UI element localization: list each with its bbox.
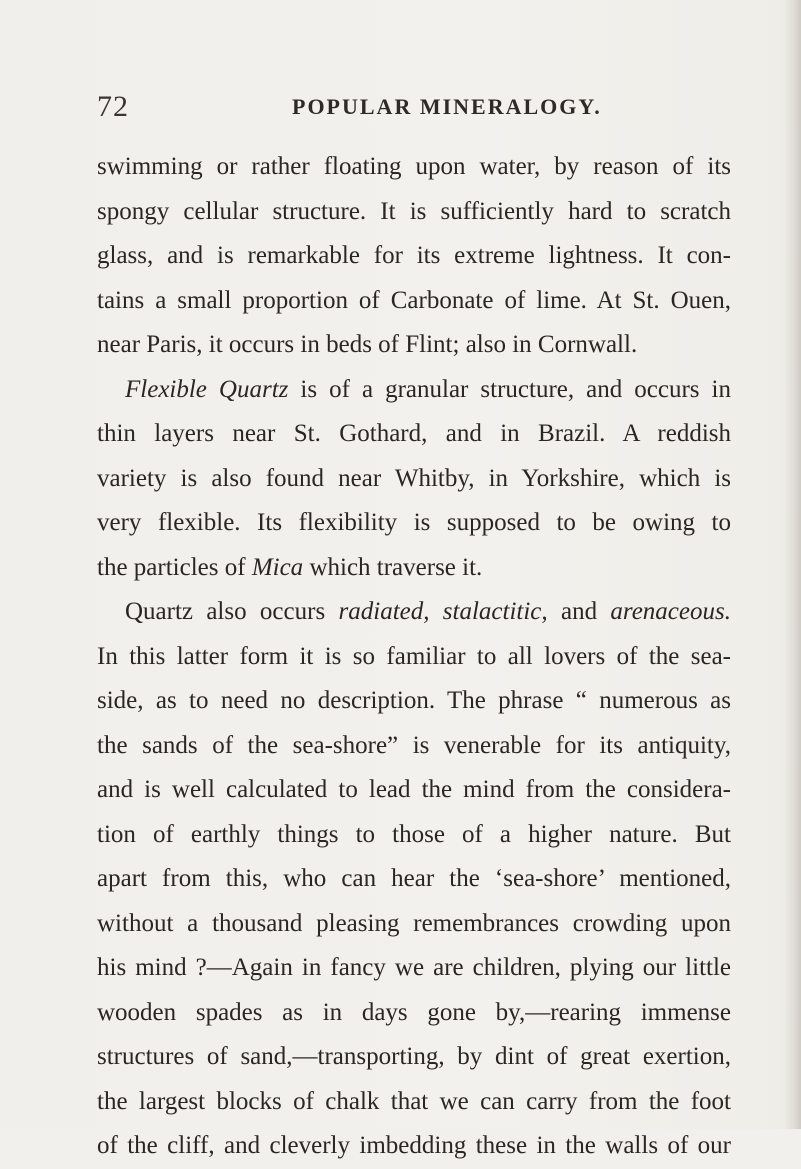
text-run: and is well calculated to lead the mind from the considera- (97, 776, 731, 803)
text-line (97, 768, 731, 813)
text-run: glass, and is remarkable for its extreme lightness. It con- (97, 242, 731, 269)
italic-text: arenaceous. (610, 598, 731, 625)
text-run: apart from this, who can hear the ‘sea-shore’ mentioned, (97, 865, 731, 892)
text-line (97, 190, 731, 235)
text-line (97, 902, 731, 947)
italic-text: Flexible Quartz (125, 375, 289, 403)
text-line (97, 813, 731, 858)
italic-text: radiated, stalactitic, (338, 598, 548, 625)
text-line (97, 991, 731, 1036)
text-line (97, 857, 731, 902)
paragraph (97, 590, 731, 1169)
text-run: of the cliff, and cleverly imbedding these in the walls of our (97, 1132, 731, 1159)
text-run: the particles of (97, 553, 252, 581)
body-text (97, 145, 731, 1169)
text-line (97, 546, 731, 591)
text-line (97, 635, 731, 680)
text-run: structures of sand,—transporting, by dint of great exertion, (97, 1043, 731, 1070)
text-line (97, 1035, 731, 1080)
text-line (97, 145, 731, 190)
text-run: side, as to need no description. The phrase “ numerous as (97, 687, 731, 714)
text-line (97, 1124, 731, 1169)
text-line (97, 501, 731, 546)
text-line (97, 1080, 731, 1125)
text-line (97, 323, 731, 368)
text-run: spongy cellular structure. It is sufficiently hard to scratch (97, 197, 731, 225)
paragraph (97, 368, 731, 591)
paragraph (97, 145, 731, 368)
text-run: In this latter form it is so familiar to all lovers of the sea- (97, 642, 731, 670)
text-line (97, 724, 731, 769)
text-run: and (547, 598, 611, 625)
italic-text: Mica (251, 553, 304, 581)
text-run: his mind ?—Again in fancy we are children, plying our little (97, 954, 731, 981)
text-run: variety is also found near Whitby, in Yorkshire, which is (97, 464, 731, 492)
text-line (97, 946, 731, 991)
page-number: 72 (97, 90, 129, 123)
text-line (97, 679, 731, 724)
text-run: very flexible. Its flexibility is supposed to be owing to (97, 509, 731, 536)
text-run: tion of earthly things to those of a higher nature. But (97, 820, 731, 848)
text-run: is of a granular structure, and occurs in (288, 375, 731, 403)
text-run: near Paris, it occurs in beds of Flint; also in Cornwall. (97, 331, 638, 358)
text-run: swimming or rather floating upon water, by reason of its (97, 153, 731, 180)
running-head: POPULAR MINERALOGY. (292, 94, 602, 119)
text-run: the largest blocks of chalk that we can carry from the foot (97, 1087, 731, 1115)
text-run: which traverse it. (303, 553, 483, 581)
text-line (97, 368, 731, 413)
text-run: the sands of the sea-shore” is venerable for its antiquity, (97, 731, 731, 759)
text-line (97, 234, 731, 279)
page-edge-shadow (783, 0, 801, 1129)
text-run: tains a small proportion of Carbonate of lime. At St. Ouen, (97, 286, 731, 314)
text-line (97, 279, 731, 324)
text-line (97, 590, 731, 635)
page-header (97, 90, 727, 130)
text-line (97, 412, 731, 457)
text-run: thin layers near St. Gothard, and in Brazil. A reddish (97, 420, 731, 447)
text-run: wooden spades as in days gone by,—rearing immense (97, 998, 731, 1026)
text-run: without a thousand pleasing remembrances crowding upon (97, 909, 731, 937)
text-line (97, 457, 731, 502)
text-run: Quartz also occurs (125, 598, 339, 625)
